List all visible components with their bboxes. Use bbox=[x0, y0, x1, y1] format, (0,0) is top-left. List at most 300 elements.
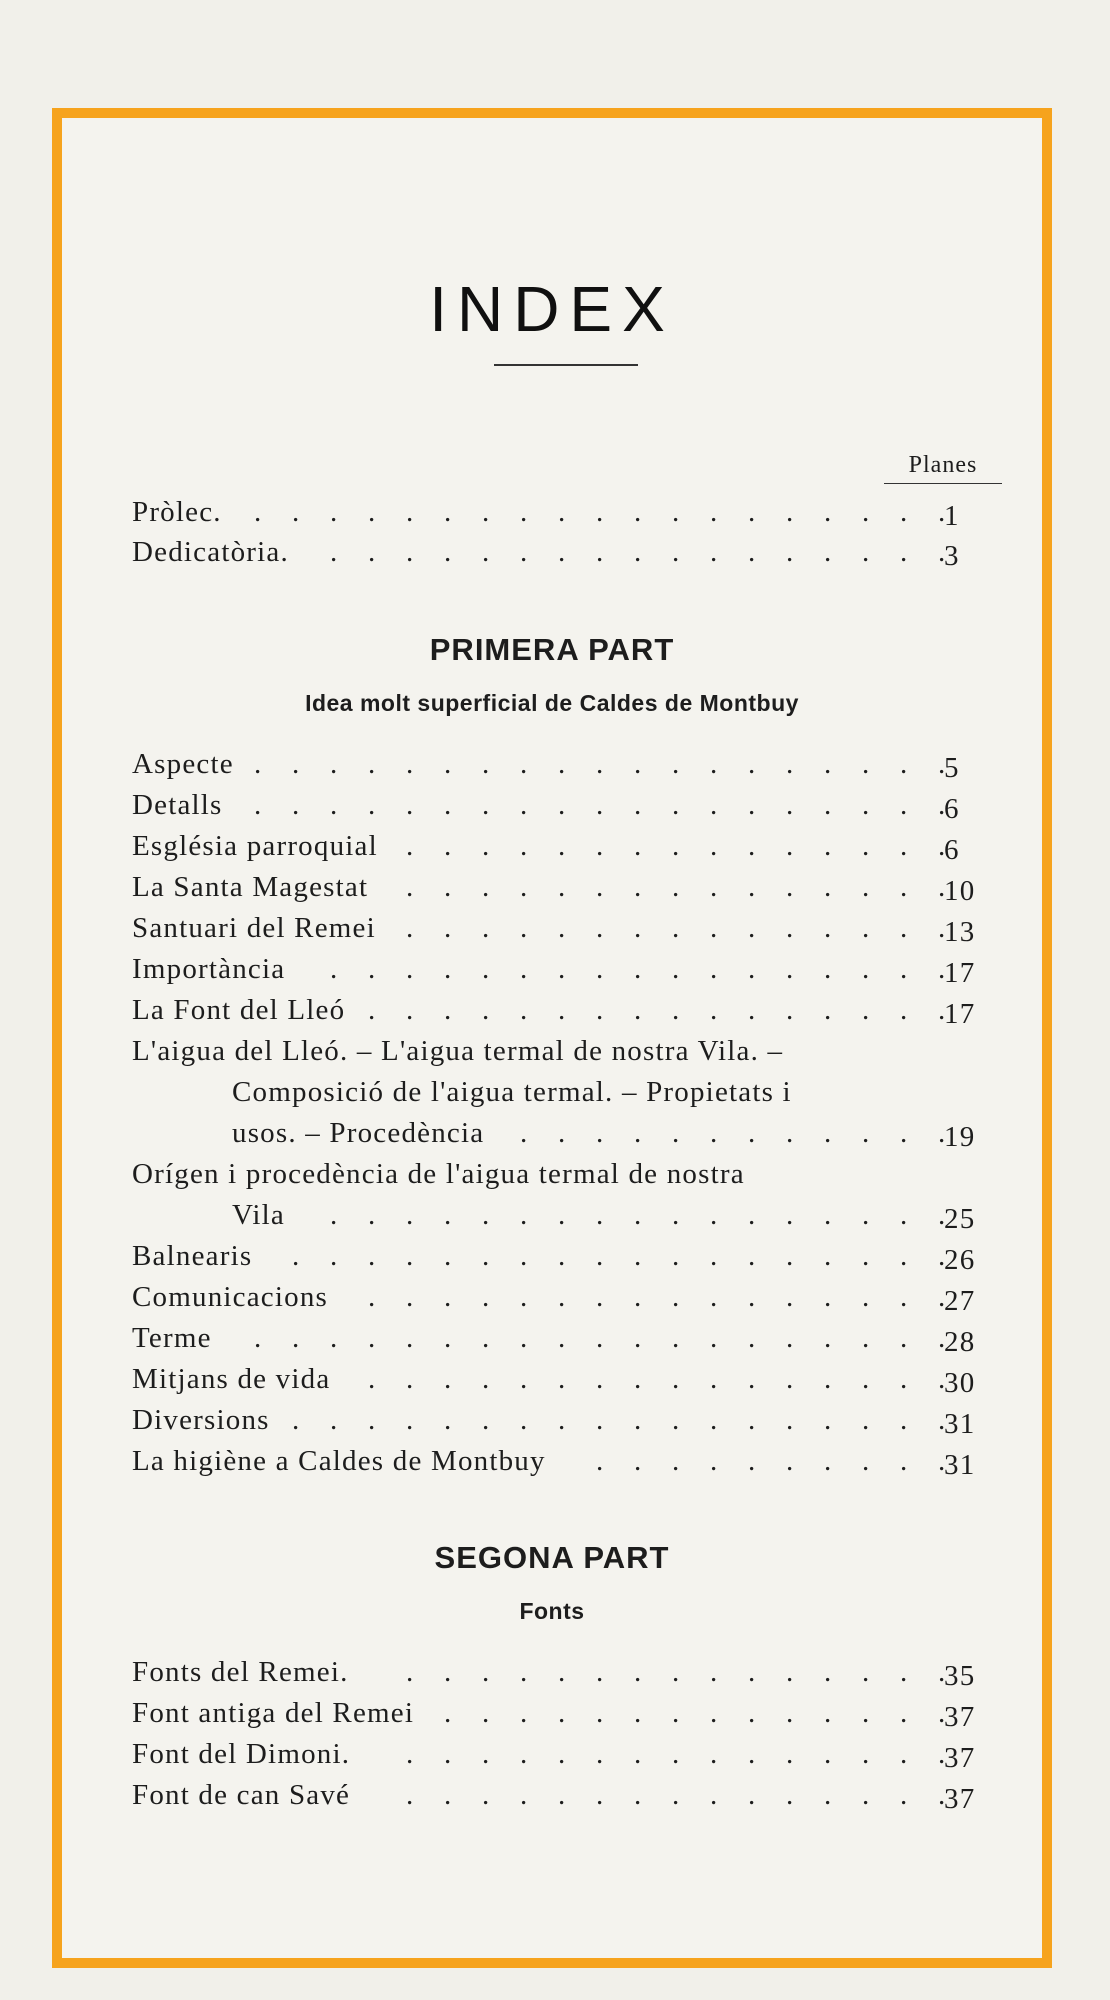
leader-dot: . bbox=[748, 1117, 757, 1149]
leader-dot: . bbox=[520, 830, 529, 862]
leader-dot: . bbox=[824, 1199, 833, 1231]
entry-label: Font del Dimoni. bbox=[132, 1738, 351, 1770]
leader-dot: . bbox=[824, 1117, 833, 1149]
leader-dot: . bbox=[786, 789, 795, 821]
leader-dot: . bbox=[406, 871, 415, 903]
toc-entry[interactable] bbox=[132, 536, 972, 576]
leader-dot: . bbox=[520, 1738, 529, 1770]
index-page bbox=[132, 0, 978, 2000]
leader-dot: . bbox=[710, 789, 719, 821]
leader-dot: . bbox=[824, 1656, 833, 1688]
leader-dot: . bbox=[444, 953, 453, 985]
entry-label: La higiène a Caldes de Montbuy bbox=[132, 1445, 546, 1477]
leader-dot: . bbox=[444, 1322, 453, 1354]
leader-dot: . bbox=[672, 1445, 681, 1477]
leader-dot: . bbox=[558, 1779, 567, 1811]
leader-dot: . bbox=[482, 1363, 491, 1395]
leader-dot: . bbox=[900, 1322, 909, 1354]
leader-dot: . bbox=[900, 1697, 909, 1729]
toc-entry[interactable] bbox=[132, 1738, 976, 1778]
leader-dot: . bbox=[862, 1117, 871, 1149]
toc-entry-continued[interactable] bbox=[132, 1117, 976, 1157]
leader-dot: . bbox=[406, 912, 415, 944]
leader-dot: . bbox=[558, 748, 567, 780]
entry-label: La Font del Lleó bbox=[132, 994, 346, 1026]
leader-dot: . bbox=[824, 1445, 833, 1477]
leader-dot: . bbox=[710, 1322, 719, 1354]
leader-dot: . bbox=[482, 830, 491, 862]
leader-dot: . bbox=[368, 1240, 377, 1272]
leader-dot: . bbox=[672, 1656, 681, 1688]
leader-dot: . bbox=[368, 953, 377, 985]
leader-dot: . bbox=[900, 994, 909, 1026]
leader-dot: . bbox=[634, 536, 643, 568]
entry-label-continued: usos. – Procedència bbox=[232, 1117, 485, 1149]
leader-dot: . bbox=[482, 1281, 491, 1313]
toc-entry[interactable] bbox=[132, 1322, 976, 1362]
toc-entry[interactable] bbox=[132, 1240, 976, 1280]
leader-dot: . bbox=[330, 536, 339, 568]
leader-dot: . bbox=[748, 1322, 757, 1354]
leader-dot: . bbox=[786, 1363, 795, 1395]
leader-dot: . bbox=[824, 748, 833, 780]
toc-entry[interactable] bbox=[132, 1404, 976, 1444]
entry-page: 30 bbox=[944, 1367, 976, 1399]
entry-page: 31 bbox=[944, 1408, 976, 1440]
leader-dot: . bbox=[520, 748, 529, 780]
entry-label: Diversions bbox=[132, 1404, 270, 1436]
leader-dot: . bbox=[482, 871, 491, 903]
leader-dot: . bbox=[406, 953, 415, 985]
leader-dot: . bbox=[748, 748, 757, 780]
leader-dot: . bbox=[406, 1281, 415, 1313]
leader-dot: . bbox=[406, 536, 415, 568]
toc-entry[interactable] bbox=[132, 953, 976, 993]
leader-dot: . bbox=[444, 1404, 453, 1436]
leader-dot: . bbox=[558, 536, 567, 568]
entry-page: 37 bbox=[944, 1742, 976, 1774]
leader-dot: . bbox=[786, 994, 795, 1026]
leader-dot: . bbox=[558, 1656, 567, 1688]
leader-dot: . bbox=[710, 1656, 719, 1688]
leader-dot: . bbox=[672, 1363, 681, 1395]
leader-dot: . bbox=[520, 1199, 529, 1231]
leader-dot: . bbox=[520, 1363, 529, 1395]
leader-dot: . bbox=[596, 1738, 605, 1770]
leader-dot: . bbox=[786, 1199, 795, 1231]
leader-dot: . bbox=[672, 994, 681, 1026]
leader-dot: . bbox=[938, 1445, 947, 1477]
leader-dot: . bbox=[406, 1656, 415, 1688]
leader-dot: . bbox=[824, 1322, 833, 1354]
leader-dot: . bbox=[900, 1404, 909, 1436]
toc-entry[interactable] bbox=[132, 912, 976, 952]
leader-dot: . bbox=[786, 1117, 795, 1149]
leader-dot: . bbox=[406, 1240, 415, 1272]
leader-dot: . bbox=[710, 1240, 719, 1272]
entry-page: 1 bbox=[944, 500, 960, 532]
leader-dot: . bbox=[558, 994, 567, 1026]
leader-dot: . bbox=[786, 912, 795, 944]
leader-dot: . bbox=[596, 1281, 605, 1313]
entry-label: L'aigua del Lleó. – L'aigua termal de nostra Vila. – bbox=[132, 1035, 784, 1067]
entry-page: 37 bbox=[944, 1701, 976, 1733]
entry-page: 37 bbox=[944, 1783, 976, 1815]
column-header-planes: Planes bbox=[884, 452, 1002, 484]
entry-label: Església parroquial bbox=[132, 830, 378, 862]
toc-entry[interactable] bbox=[132, 1281, 976, 1321]
toc-entry[interactable] bbox=[132, 1445, 976, 1485]
leader-dot: . bbox=[900, 871, 909, 903]
leader-dot: . bbox=[558, 1199, 567, 1231]
leader-dot: . bbox=[292, 789, 301, 821]
leader-dot: . bbox=[482, 1322, 491, 1354]
leader-dot: . bbox=[406, 1363, 415, 1395]
leader-dot: . bbox=[824, 1240, 833, 1272]
leader-dot: . bbox=[710, 496, 719, 528]
leader-dot: . bbox=[520, 994, 529, 1026]
leader-dot: . bbox=[900, 1240, 909, 1272]
leader-dot: . bbox=[710, 1281, 719, 1313]
leader-dot: . bbox=[900, 1281, 909, 1313]
leader-dot: . bbox=[710, 1738, 719, 1770]
leader-dot: . bbox=[482, 1199, 491, 1231]
leader-dot: . bbox=[786, 748, 795, 780]
leader-dot: . bbox=[444, 789, 453, 821]
leader-dot: . bbox=[824, 536, 833, 568]
leader-dot: . bbox=[938, 1404, 947, 1436]
leader-dot: . bbox=[520, 953, 529, 985]
entry-label: Font de can Savé bbox=[132, 1779, 351, 1811]
leader-dot: . bbox=[862, 789, 871, 821]
leader-dot: . bbox=[634, 1363, 643, 1395]
leader-dot: . bbox=[406, 1404, 415, 1436]
leader-dot: . bbox=[368, 748, 377, 780]
leader-dot: . bbox=[672, 1404, 681, 1436]
leader-dot: . bbox=[824, 994, 833, 1026]
toc-entry[interactable] bbox=[132, 1158, 972, 1198]
leader-dot: . bbox=[824, 1363, 833, 1395]
leader-dot: . bbox=[938, 1322, 947, 1354]
toc-entry[interactable] bbox=[132, 994, 976, 1034]
leader-dot: . bbox=[710, 1199, 719, 1231]
leader-dot: . bbox=[672, 496, 681, 528]
leader-dot: . bbox=[900, 1779, 909, 1811]
leader-dot: . bbox=[862, 1240, 871, 1272]
leader-dot: . bbox=[368, 789, 377, 821]
leader-dot: . bbox=[672, 1738, 681, 1770]
leader-dot: . bbox=[938, 1779, 947, 1811]
entry-label: Pròlec. bbox=[132, 496, 222, 528]
leader-dot: . bbox=[786, 953, 795, 985]
leader-dot: . bbox=[748, 496, 757, 528]
leader-dot: . bbox=[558, 1404, 567, 1436]
leader-dot: . bbox=[862, 1697, 871, 1729]
entry-label: Orígen i procedència de l'aigua termal de nostra bbox=[132, 1158, 745, 1190]
leader-dot: . bbox=[710, 748, 719, 780]
entry-page: 17 bbox=[944, 998, 976, 1030]
leader-dot: . bbox=[672, 1779, 681, 1811]
leader-dot: . bbox=[748, 1240, 757, 1272]
leader-dot: . bbox=[900, 496, 909, 528]
leader-dot: . bbox=[634, 1779, 643, 1811]
leader-dot: . bbox=[786, 1697, 795, 1729]
leader-dot: . bbox=[482, 912, 491, 944]
leader-dot: . bbox=[672, 871, 681, 903]
leader-dot: . bbox=[938, 994, 947, 1026]
leader-dot: . bbox=[596, 1779, 605, 1811]
leader-dot: . bbox=[900, 1117, 909, 1149]
leader-dot: . bbox=[292, 748, 301, 780]
leader-dot: . bbox=[520, 1779, 529, 1811]
leader-dot: . bbox=[596, 1445, 605, 1477]
leader-dot: . bbox=[786, 1404, 795, 1436]
leader-dot: . bbox=[748, 1363, 757, 1395]
leader-dot: . bbox=[938, 953, 947, 985]
leader-dot: . bbox=[558, 871, 567, 903]
leader-dot: . bbox=[862, 1656, 871, 1688]
leader-dot: . bbox=[520, 1117, 529, 1149]
leader-dot: . bbox=[862, 912, 871, 944]
leader-dot: . bbox=[938, 536, 947, 568]
leader-dot: . bbox=[634, 871, 643, 903]
leader-dot: . bbox=[444, 1363, 453, 1395]
leader-dot: . bbox=[444, 871, 453, 903]
leader-dot: . bbox=[748, 871, 757, 903]
leader-dot: . bbox=[748, 1779, 757, 1811]
leader-dot: . bbox=[900, 830, 909, 862]
leader-dot: . bbox=[786, 871, 795, 903]
leader-dot: . bbox=[254, 789, 263, 821]
leader-dot: . bbox=[596, 830, 605, 862]
leader-dot: . bbox=[596, 1404, 605, 1436]
leader-dot: . bbox=[938, 1363, 947, 1395]
leader-dot: . bbox=[254, 1322, 263, 1354]
leader-dot: . bbox=[292, 1404, 301, 1436]
leader-dot: . bbox=[482, 994, 491, 1026]
leader-dot: . bbox=[672, 789, 681, 821]
leader-dot: . bbox=[444, 1697, 453, 1729]
entry-label: Importància bbox=[132, 953, 286, 985]
leader-dot: . bbox=[862, 1281, 871, 1313]
leader-dot: . bbox=[520, 496, 529, 528]
entry-label: Font antiga del Remei bbox=[132, 1697, 415, 1729]
leader-dot: . bbox=[444, 1738, 453, 1770]
leader-dot: . bbox=[938, 1281, 947, 1313]
leader-dot: . bbox=[900, 912, 909, 944]
leader-dot: . bbox=[596, 912, 605, 944]
leader-dot: . bbox=[786, 1779, 795, 1811]
leader-dot: . bbox=[824, 830, 833, 862]
leader-dot: . bbox=[558, 496, 567, 528]
leader-dot: . bbox=[596, 994, 605, 1026]
leader-dot: . bbox=[748, 1404, 757, 1436]
leader-dot: . bbox=[900, 1445, 909, 1477]
leader-dot: . bbox=[862, 994, 871, 1026]
leader-dot: . bbox=[672, 953, 681, 985]
leader-dot: . bbox=[558, 789, 567, 821]
leader-dot: . bbox=[482, 536, 491, 568]
leader-dot: . bbox=[520, 536, 529, 568]
leader-dot: . bbox=[824, 1697, 833, 1729]
leader-dot: . bbox=[634, 1697, 643, 1729]
toc-entry[interactable] bbox=[132, 1779, 976, 1819]
leader-dot: . bbox=[862, 748, 871, 780]
section-subheading: Fonts bbox=[519, 1598, 585, 1624]
leader-dot: . bbox=[938, 912, 947, 944]
leader-dot: . bbox=[672, 748, 681, 780]
leader-dot: . bbox=[406, 1779, 415, 1811]
leader-dot: . bbox=[444, 1281, 453, 1313]
entry-page: 35 bbox=[944, 1660, 976, 1692]
leader-dot: . bbox=[558, 1697, 567, 1729]
leader-dot: . bbox=[748, 830, 757, 862]
leader-dot: . bbox=[938, 496, 947, 528]
leader-dot: . bbox=[330, 953, 339, 985]
leader-dot: . bbox=[406, 496, 415, 528]
leader-dot: . bbox=[938, 1117, 947, 1149]
toc-entry[interactable] bbox=[132, 830, 972, 870]
leader-dot: . bbox=[558, 1738, 567, 1770]
leader-dot: . bbox=[634, 953, 643, 985]
leader-dot: . bbox=[748, 953, 757, 985]
entry-label: Terme bbox=[132, 1322, 212, 1354]
leader-dot: . bbox=[938, 1738, 947, 1770]
leader-dot: . bbox=[254, 496, 263, 528]
leader-dot: . bbox=[520, 1404, 529, 1436]
leader-dot: . bbox=[330, 496, 339, 528]
leader-dot: . bbox=[634, 1117, 643, 1149]
leader-dot: . bbox=[368, 1363, 377, 1395]
leader-dot: . bbox=[368, 1404, 377, 1436]
leader-dot: . bbox=[748, 1281, 757, 1313]
toc-entry[interactable] bbox=[132, 1035, 972, 1075]
leader-dot: . bbox=[900, 1738, 909, 1770]
leader-dot: . bbox=[748, 1656, 757, 1688]
leader-dot: . bbox=[634, 748, 643, 780]
title-underline bbox=[494, 364, 638, 366]
toc-entry[interactable] bbox=[132, 789, 972, 829]
leader-dot: . bbox=[786, 1445, 795, 1477]
entry-label: Dedicatòria. bbox=[132, 536, 289, 568]
leader-dot: . bbox=[444, 1240, 453, 1272]
leader-dot: . bbox=[330, 1199, 339, 1231]
leader-dot: . bbox=[710, 953, 719, 985]
leader-dot: . bbox=[520, 912, 529, 944]
leader-dot: . bbox=[862, 1363, 871, 1395]
toc-entry[interactable] bbox=[132, 1697, 976, 1737]
leader-dot: . bbox=[672, 1199, 681, 1231]
leader-dot: . bbox=[900, 1199, 909, 1231]
entry-page: 17 bbox=[944, 957, 976, 989]
leader-dot: . bbox=[482, 953, 491, 985]
toc-entry[interactable] bbox=[132, 496, 972, 536]
leader-dot: . bbox=[368, 994, 377, 1026]
leader-dot: . bbox=[824, 1404, 833, 1436]
entry-page: 31 bbox=[944, 1449, 976, 1481]
leader-dot: . bbox=[368, 1322, 377, 1354]
leader-dot: . bbox=[330, 1322, 339, 1354]
leader-dot: . bbox=[710, 871, 719, 903]
leader-dot: . bbox=[862, 1738, 871, 1770]
leader-dot: . bbox=[330, 1240, 339, 1272]
leader-dot: . bbox=[938, 748, 947, 780]
leader-dot: . bbox=[444, 496, 453, 528]
entry-label: Aspecte bbox=[132, 748, 234, 780]
leader-dot: . bbox=[634, 1404, 643, 1436]
leader-dot: . bbox=[634, 994, 643, 1026]
toc-entry[interactable] bbox=[132, 1363, 976, 1403]
section-subheading: Idea molt superficial de Caldes de Montbuy bbox=[305, 690, 799, 716]
entry-label: Detalls bbox=[132, 789, 223, 821]
leader-dot: . bbox=[862, 496, 871, 528]
entry-label: Fonts del Remei. bbox=[132, 1656, 349, 1688]
leader-dot: . bbox=[520, 1240, 529, 1272]
leader-dot: . bbox=[596, 496, 605, 528]
leader-dot: . bbox=[862, 1322, 871, 1354]
leader-dot: . bbox=[672, 1240, 681, 1272]
toc-entry[interactable] bbox=[132, 748, 972, 788]
leader-dot: . bbox=[596, 748, 605, 780]
leader-dot: . bbox=[330, 748, 339, 780]
leader-dot: . bbox=[292, 1240, 301, 1272]
leader-dot: . bbox=[482, 496, 491, 528]
toc-entry[interactable] bbox=[132, 871, 976, 911]
leader-dot: . bbox=[672, 1322, 681, 1354]
leader-dot: . bbox=[938, 789, 947, 821]
toc-entry[interactable] bbox=[132, 1656, 976, 1696]
leader-dot: . bbox=[406, 830, 415, 862]
leader-dot: . bbox=[862, 953, 871, 985]
leader-dot: . bbox=[406, 748, 415, 780]
leader-dot: . bbox=[482, 748, 491, 780]
entry-page: 19 bbox=[944, 1121, 976, 1153]
leader-dot: . bbox=[330, 1404, 339, 1436]
leader-dot: . bbox=[558, 830, 567, 862]
entry-label: Mitjans de vida bbox=[132, 1363, 331, 1395]
leader-dot: . bbox=[520, 871, 529, 903]
leader-dot: . bbox=[748, 994, 757, 1026]
entry-page: 26 bbox=[944, 1244, 976, 1276]
leader-dot: . bbox=[672, 830, 681, 862]
entry-label: Balnearis bbox=[132, 1240, 253, 1272]
leader-dot: . bbox=[520, 789, 529, 821]
leader-dot: . bbox=[558, 953, 567, 985]
leader-dot: . bbox=[710, 536, 719, 568]
leader-dot: . bbox=[824, 912, 833, 944]
leader-dot: . bbox=[938, 1697, 947, 1729]
leader-dot: . bbox=[710, 994, 719, 1026]
leader-dot: . bbox=[596, 536, 605, 568]
leader-dot: . bbox=[786, 536, 795, 568]
toc-entry-continued[interactable] bbox=[132, 1199, 976, 1239]
leader-dot: . bbox=[520, 1697, 529, 1729]
leader-dot: . bbox=[748, 1199, 757, 1231]
leader-dot: . bbox=[634, 789, 643, 821]
leader-dot: . bbox=[900, 748, 909, 780]
leader-dot: . bbox=[938, 871, 947, 903]
entry-label: Comunicacions bbox=[132, 1281, 329, 1313]
leader-dot: . bbox=[406, 994, 415, 1026]
leader-dot: . bbox=[406, 1738, 415, 1770]
section-heading: PRIMERA PART bbox=[429, 632, 675, 667]
leader-dot: . bbox=[710, 830, 719, 862]
leader-dot: . bbox=[482, 1779, 491, 1811]
entry-label-continued: Composició de l'aigua termal. – Propietats i bbox=[232, 1076, 792, 1108]
leader-dot: . bbox=[558, 912, 567, 944]
leader-dot: . bbox=[596, 789, 605, 821]
leader-dot: . bbox=[672, 1281, 681, 1313]
